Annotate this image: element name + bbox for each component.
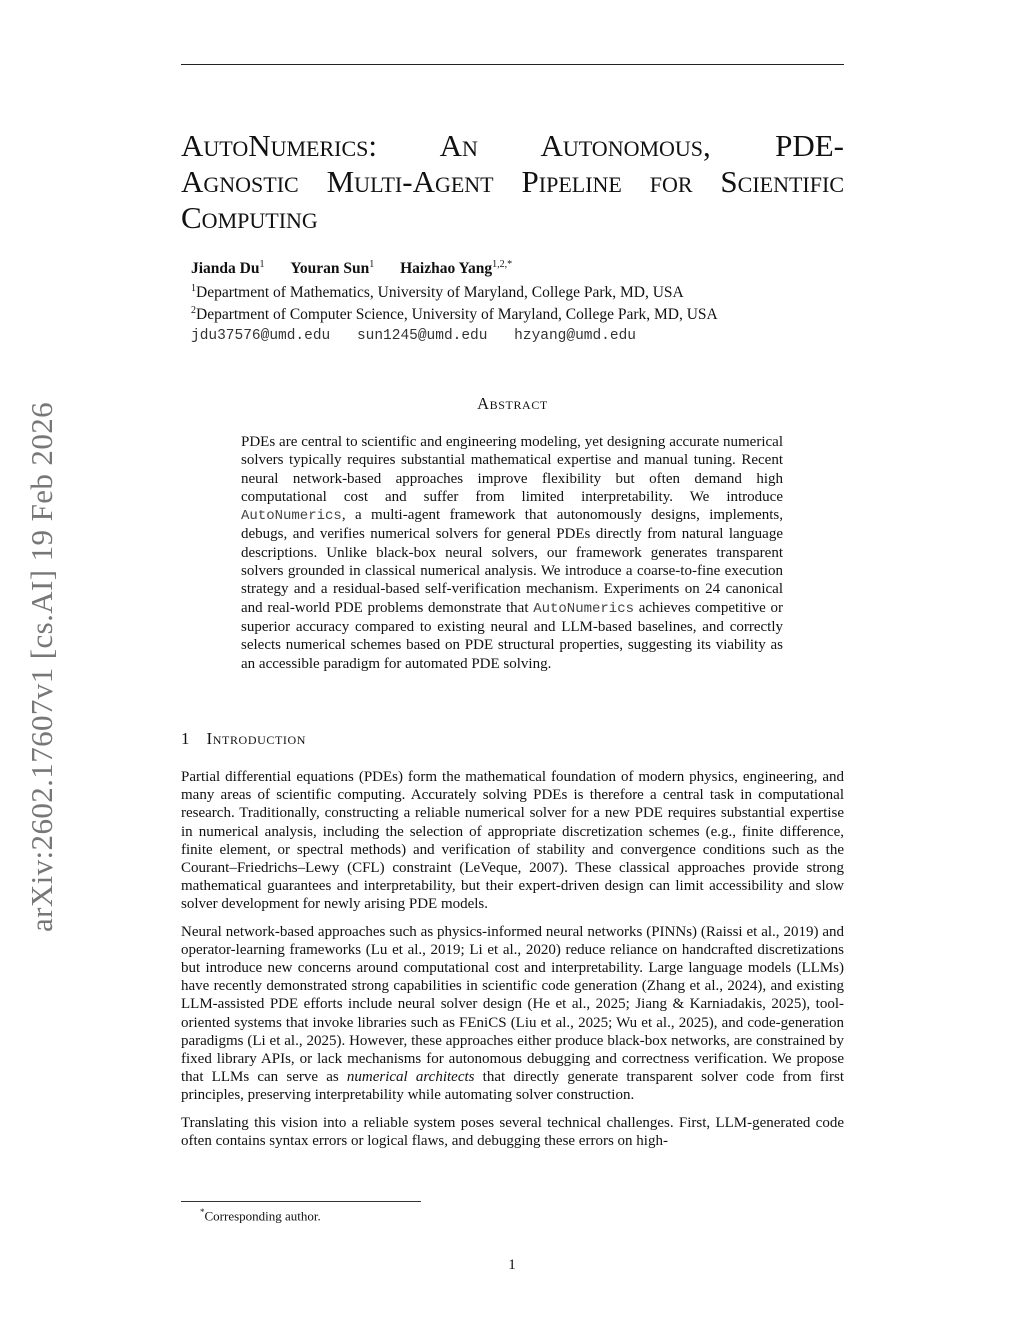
paper-title xyxy=(181,128,844,236)
title-word: An xyxy=(439,128,478,163)
email-link[interactable]: hzyang@umd.edu xyxy=(514,328,636,345)
paragraph: Translating this vision into a reliable system poses several technical challenges. First, LLM-generated code often contains syntax errors or logical flaws, and debugging these errors on high- xyxy=(181,1114,844,1149)
title-line-1 xyxy=(181,128,844,164)
affiliation: $^2$Department of Computer Science, University of Maryland, College Park, MD, USA xyxy=(191,305,718,324)
email-link[interactable]: sun1245@umd.edu xyxy=(356,328,488,345)
system-name: AutoNumerics xyxy=(533,600,635,617)
author: Youran Sun$^1$ xyxy=(290,259,375,278)
paragraph: Partial differential equations (PDEs) form the mathematical foundation of modern physics, engineering, and many areas of scientific computing. Accurately solving PDEs is therefore a central task in computational research. Traditionally, constructing a reliable numerical solver for a new PDE requires substantial expertise in numerical analysis, including the selection of appropriate discretization schemes (e.g., finite difference, finite element, or spectral methods) and verification of stability and convergence conditions such as the Courant–Friedrichs–Lewy (CFL) constraint (LeVeque, 2007). These classical approaches provide strong mathematical guarantees and interpretability, but their expert-driven design can limit accessibility and slow solver development for newly arising PDE models. xyxy=(181,769,844,913)
author: Haizhao Yang$^{1,2,*}$ xyxy=(400,259,513,278)
title-word: Autonomous, xyxy=(540,128,711,163)
paragraph: Neural network-based approaches such as physics-informed neural networks (PINNs) (Raissi et al., 2019) and operator-learning frameworks (Lu et al., 2019; Li et al., 2020) reduce reliance on handcrafted discretizations but introduce new concerns around computational cost and interpretability. Large language models (LLMs) have recently demonstrated strong capabilities in scientific code generation (Zhang et al., 2024), and existing LLM-assisted PDE efforts include neural solver design (He et al., 2025; Jiang & Karniadakis, 2025), tool-oriented systems that invoke libraries such as FEniCS (Liu et al., 2025; Wu et al., 2025), and code-generation paradigms (Li et al., 2025). However, these approaches either produce black-box networks, are constrained by fixed library APIs, or lack mechanisms for autonomous debugging and correctness verification. We propose that LLMs can serve as numerical architects that directly generate transparent solver code from first principles, preserving interpretability while automating solver construction. xyxy=(181,923,845,1104)
header-rule xyxy=(181,64,844,65)
title-word: PDE- xyxy=(775,128,844,163)
author-names xyxy=(191,259,831,278)
body-text xyxy=(181,768,844,1159)
title-word: AutoNumerics: xyxy=(181,128,378,163)
author-emails xyxy=(191,328,831,344)
footnote-rule xyxy=(181,1201,421,1202)
email-link[interactable]: jdu37576@umd.edu xyxy=(191,328,331,345)
affiliation: $^1$Department of Mathematics, University of Maryland, College Park, MD, USA xyxy=(191,283,684,302)
footnote: *Corresponding author. xyxy=(200,1207,321,1224)
section-title: Introduction xyxy=(206,729,307,748)
author: Jianda Du$^1$ xyxy=(191,259,265,278)
abstract-heading: Abstract xyxy=(477,394,548,413)
arxiv-identifier-text: arXiv:2602.17607v1 [cs.AI] 19 Feb 2026 xyxy=(24,401,59,933)
page-number: 1 xyxy=(508,1257,516,1273)
title-line-3: Computing xyxy=(181,200,318,235)
title-line-2: Agnostic Multi-Agent Pipeline for Scientific xyxy=(181,164,844,199)
system-name: AutoNumerics xyxy=(241,508,342,525)
abstract-text: PDEs are central to scientific and engineering modeling, yet designing accurate numerical solvers typically requires substantial mathematical expertise and manual tuning. Recent neural network-based approaches improve flexibility but often demand high computational cost and suffer from limited interpretability. We introduce AutoNumerics, a multi-agent framework that autonomously designs, implements, debugs, and verifies numerical solvers for general PDEs directly from natural language descriptions. Unlike black-box neural solvers, our framework generates transparent solvers grounded in classical numerical analysis. We introduce a coarse-to-fine execution strategy and a residual-based self-verification mechanism. Experiments on 24 canonical and real-world PDE problems demonstrate that AutoNumerics achieves competitive or superior accuracy compared to existing neural and LLM-based baselines, and correctly selects numerical schemes based on PDE structural properties, suggesting its viability as an accessible paradigm for automated PDE solving. xyxy=(241,434,783,672)
author-block xyxy=(191,259,831,359)
arxiv-identifier xyxy=(18,377,66,957)
section-number: 1 xyxy=(181,729,190,748)
emphasis: numerical architects xyxy=(346,1069,475,1086)
section-heading xyxy=(181,729,306,749)
